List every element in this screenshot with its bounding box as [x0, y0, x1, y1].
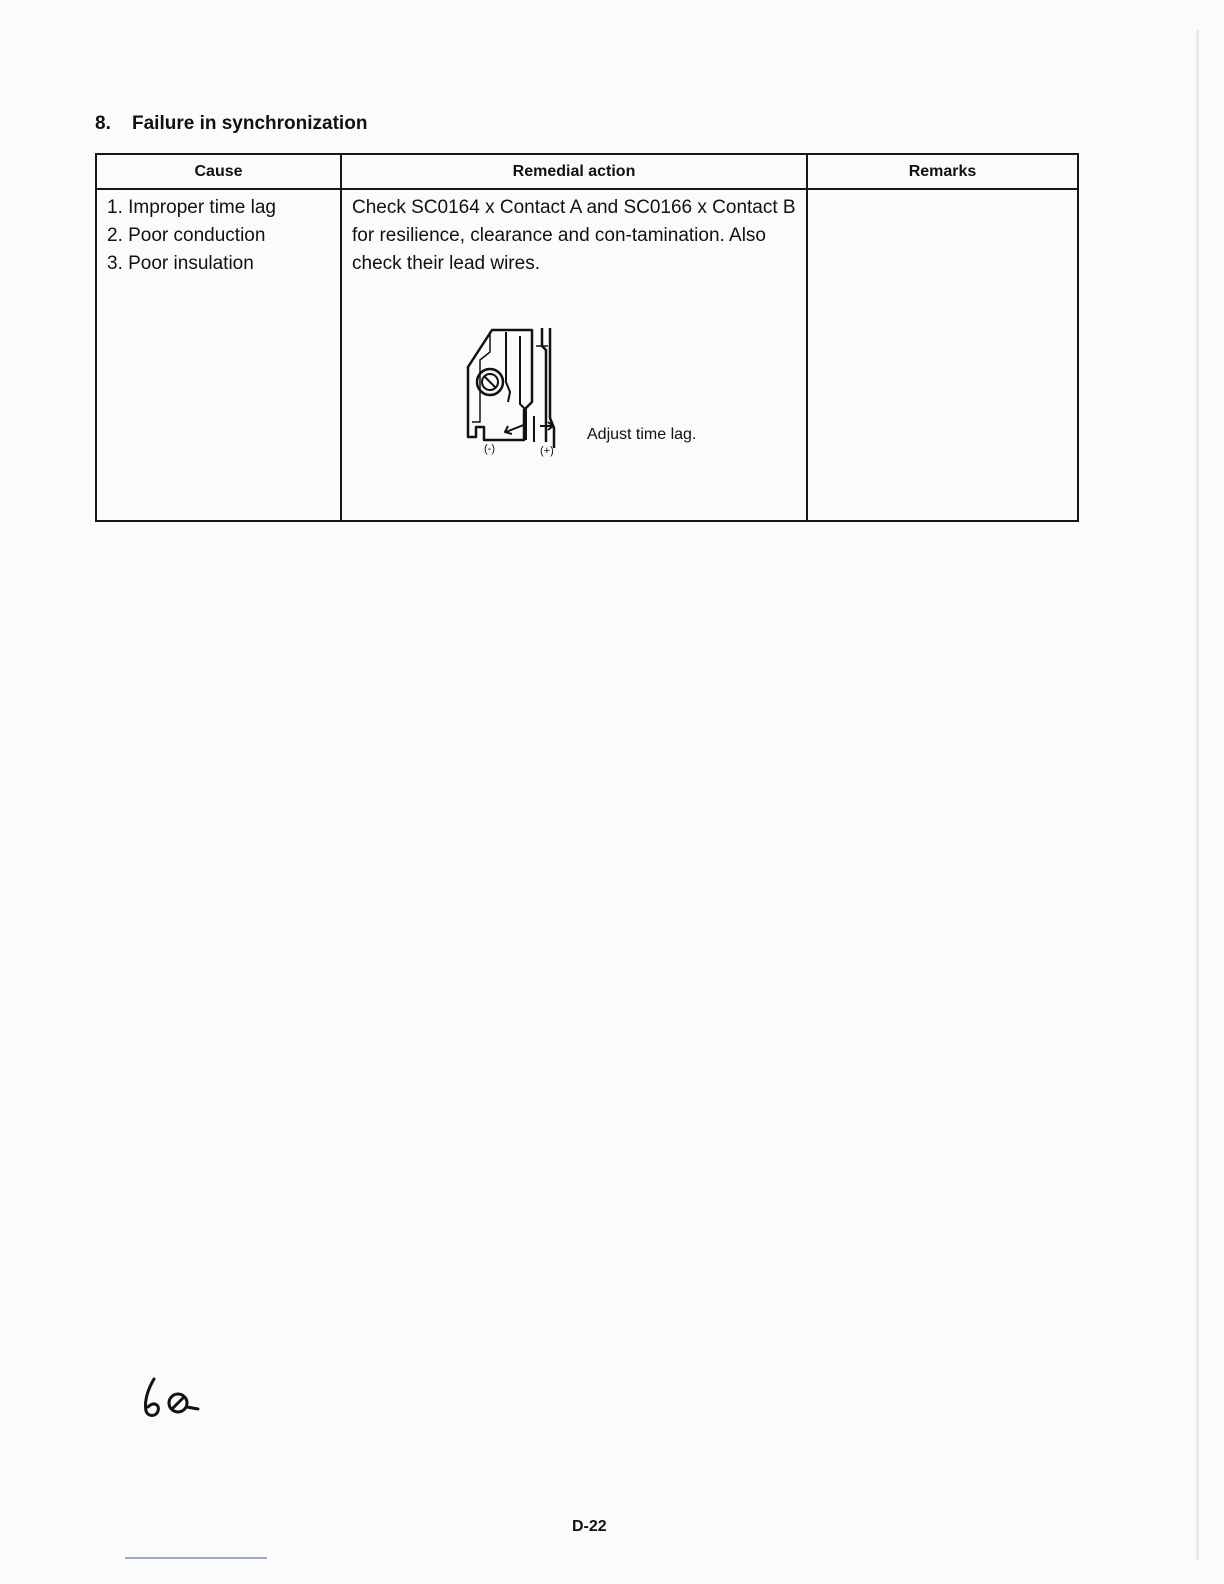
table-header-row	[96, 154, 1078, 189]
troubleshooting-table	[95, 153, 1079, 522]
contact-diagram-illustration	[462, 322, 582, 462]
section-number: 8.	[95, 113, 111, 134]
cause-item: 1. Improper time lag	[107, 197, 276, 218]
cause-item: 2. Poor conduction	[107, 225, 266, 246]
cause-item: 3. Poor insulation	[107, 253, 254, 274]
bottom-rule	[125, 1557, 267, 1559]
header-remedial-action: Remedial action	[341, 154, 807, 189]
handwritten-page-mark	[140, 1375, 210, 1420]
section-heading	[95, 113, 367, 135]
header-cause: Cause	[96, 154, 341, 189]
plus-label: (+)	[540, 445, 554, 457]
scan-edge	[1196, 30, 1199, 1560]
contact-adjustment-figure	[342, 278, 806, 478]
cause-list	[97, 190, 340, 278]
remedial-action-cell	[341, 189, 807, 521]
remarks-cell	[807, 189, 1078, 521]
minus-label: (-)	[484, 443, 495, 455]
table-row	[96, 189, 1078, 521]
figure-caption: Adjust time lag.	[587, 426, 697, 443]
remedial-action-text: Check SC0164 x Contact A and SC0166 x Contact B for resilience, clearance and con-tamination. Also check their lead wires.	[352, 197, 796, 274]
page-number: D-22	[572, 1518, 607, 1535]
header-remarks: Remarks	[807, 154, 1078, 189]
cause-cell	[96, 189, 341, 521]
section-title: Failure in synchronization	[132, 113, 368, 134]
